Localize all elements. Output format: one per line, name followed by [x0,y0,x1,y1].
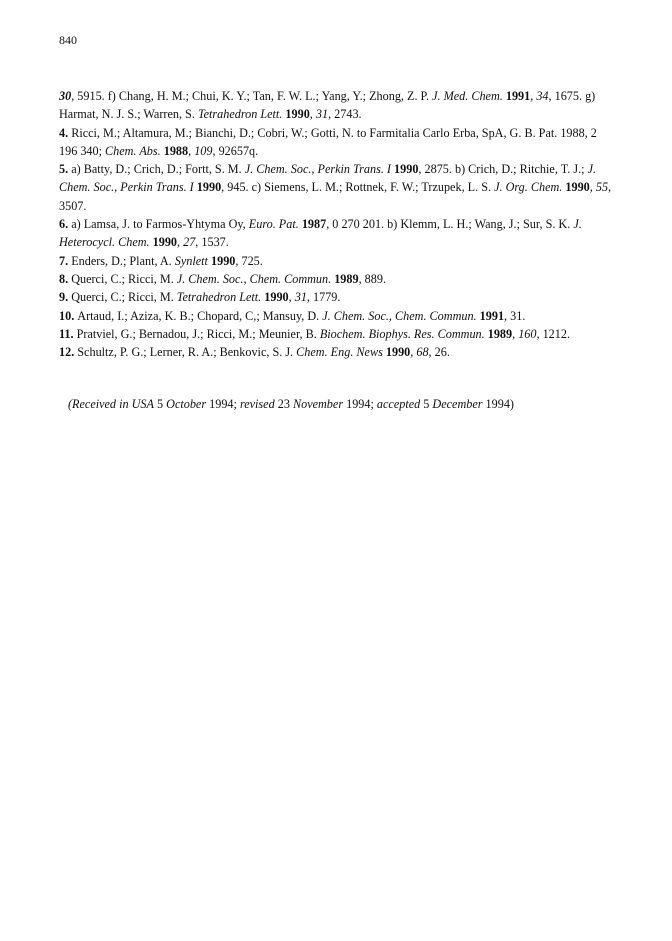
reference-text-segment: , 2743. [328,107,362,122]
reference-text-segment: 1990 [264,290,289,305]
reference-number: 6. [59,217,72,232]
reference-text-segment: , 1212. [536,326,570,341]
reference-text-segment: 1990 [385,345,411,360]
reference-text-segment: 1994; [343,397,377,411]
reference-entry [59,160,613,215]
reference-text-segment: J. Chem. Soc., Chem. Commun. [176,271,332,286]
reference-text-segment: 27 [183,235,196,250]
reference-text-segment: Querci, C.; Ricci, M. [71,271,177,286]
reference-entry [59,124,613,161]
reference-text-segment: , [188,143,195,158]
reference-number: 12. [59,345,78,360]
reference-text-segment: , 945. c) Siemens, L. M.; Rottnek, F. W.; Trzupek, L. S. [221,180,495,195]
reference-text-segment: Artaud, I.; Aziza, K. B.; Chopard, C,; Mansuy, D. [77,308,323,323]
reference-text-segment: 31 [294,290,307,305]
reference-text-segment: 1990 [152,235,178,250]
reference-text-segment: J. Chem. Soc., Perkin Trans. I [244,162,391,177]
reference-text-segment: 5 [153,397,167,411]
reference-text-segment: , 1675. g) Harmat, N. J. S.; Warren, S. [59,89,596,122]
reference-entry [59,288,613,306]
reference-text-segment: 1990 [285,107,310,122]
reference-number: 8. [59,271,72,286]
reference-text-segment: December [432,397,483,411]
reference-text-segment: Tetrahedron Lett. [176,290,262,305]
reference-text-segment: Schultz, P. G.; Lerner, R. A.; Benkovic, S. J. [77,345,297,360]
reference-text-segment: 160 [518,326,537,341]
reference-text-segment: , 0 270 201. b) Klemm, L. H.; Wang, J.; Sur, S. K. [326,217,574,232]
reference-text-segment: , 3507. [59,180,612,213]
reference-number: 7. [59,253,72,268]
reference-text-segment: 109 [194,143,213,158]
reference-text-segment: 31 [315,107,329,122]
reference-text-segment: 1988 [163,143,189,158]
reference-text-segment: , [309,107,316,122]
reference-text-segment: Biochem. Biophys. Res. Commun. [319,326,485,341]
reference-text-segment: , 26. [428,345,450,360]
reference-text-segment: 5 [420,397,433,411]
reference-text-segment: Chem. Abs. [105,143,161,158]
reference-list [59,87,613,361]
reference-number: 9. [59,290,72,305]
reference-text-segment: , 5915. f) Chang, H. M.; Chui, K. Y.; Tan, F. W. L.; Yang, Y.; Zhong, Z. P. [71,89,433,103]
reference-text-segment: Enders, D.; Plant, A. [71,253,175,268]
reference-text-segment: J. Chem. Soc., Chem. Commun. [322,308,477,323]
reference-text-segment: J. Chem. Soc., Perkin Trans. I [59,162,597,195]
reference-text-segment: , 725. [235,253,263,268]
reference-text-segment: accepted [376,397,421,411]
reference-text-segment: Chem. Eng. News [296,345,383,360]
reference-text-segment: , [512,326,519,341]
reference-entry [59,325,613,343]
reference-text-segment: a) Lamsa, J. to Farmos-Yhtyma Oy, [71,217,249,232]
reference-entry [59,215,613,252]
reference-text-segment: Euro. Pat. [248,217,299,232]
reference-entry [59,87,613,124]
reference-text-segment: 55 [595,180,609,195]
reference-text-segment: 1991 [479,308,505,323]
reference-text-segment: a) Batty, D.; Crich, D.; Fortt, S. M. [71,162,245,177]
reference-text-segment: , 31. [504,308,526,323]
reference-text-segment: , [410,345,417,360]
reference-text-segment: 1987 [301,217,327,232]
reference-text-segment: 30 [59,89,72,103]
reference-text-segment: J. Org. Chem. [494,180,563,195]
reference-text-segment: October [166,397,207,411]
reference-text-segment: , 889. [358,271,386,286]
reference-entry [59,252,613,270]
reference-entry [59,343,613,361]
reference-text-segment: revised [239,397,275,411]
reference-number: 4. [59,125,72,140]
reference-entry [59,270,613,288]
reference-text-segment: 1990 [196,180,222,195]
reference-entry [59,307,613,325]
received-dates [68,397,514,412]
reference-text-segment: 68 [416,345,429,360]
reference-text-segment: 23 [274,397,293,411]
reference-number: 10. [59,308,78,323]
reference-text-segment: , 92657q. [212,143,259,158]
reference-text-segment: 34 [536,89,549,103]
reference-number: 11. [59,326,77,341]
reference-text-segment: Synlett [174,253,208,268]
page-number: 840 [59,33,77,47]
reference-text-segment: , 2875. b) Crich, D.; Ritchie, T. J.; [418,162,588,177]
reference-text-segment: 1989 [334,271,359,286]
reference-text-segment: , [288,290,295,305]
reference-number: 5. [59,162,72,177]
reference-text-segment: Ricci, M.; Altamura, M.; Bianchi, D.; Cobri, W.; Gotti, N. to Farmitalia Carlo Erba, SpA, G. B. Pat. 1988, 2 196 340; [59,125,597,158]
reference-text-segment: November [292,397,344,411]
reference-text-segment: 1989 [487,326,513,341]
reference-text-segment: Pratviel, G.; Bernadou, J.; Ricci, M.; Meunier, B. [76,326,320,341]
reference-text-segment: , [530,89,537,103]
reference-text-segment: (Received in USA [68,397,154,411]
reference-text-segment: , [589,180,596,195]
reference-text-segment: , [177,235,184,250]
reference-text-segment: 1990 [394,162,419,177]
reference-text-segment: , 1537. [195,235,229,250]
reference-text-segment: Querci, C.; Ricci, M. [71,290,177,305]
reference-text-segment: 1991 [505,89,531,103]
reference-text-segment: Tetrahedron Lett. [197,107,283,122]
reference-text-segment: , 1779. [306,290,341,305]
reference-text-segment: 1990 [211,253,236,268]
reference-text-segment: J. Med. Chem. [432,89,503,103]
reference-text-segment: 1994; [206,397,240,411]
reference-text-segment: J. Heterocycl. Chem. [59,217,582,250]
reference-text-segment: 1994) [482,397,514,411]
reference-text-segment: 1990 [565,180,590,195]
